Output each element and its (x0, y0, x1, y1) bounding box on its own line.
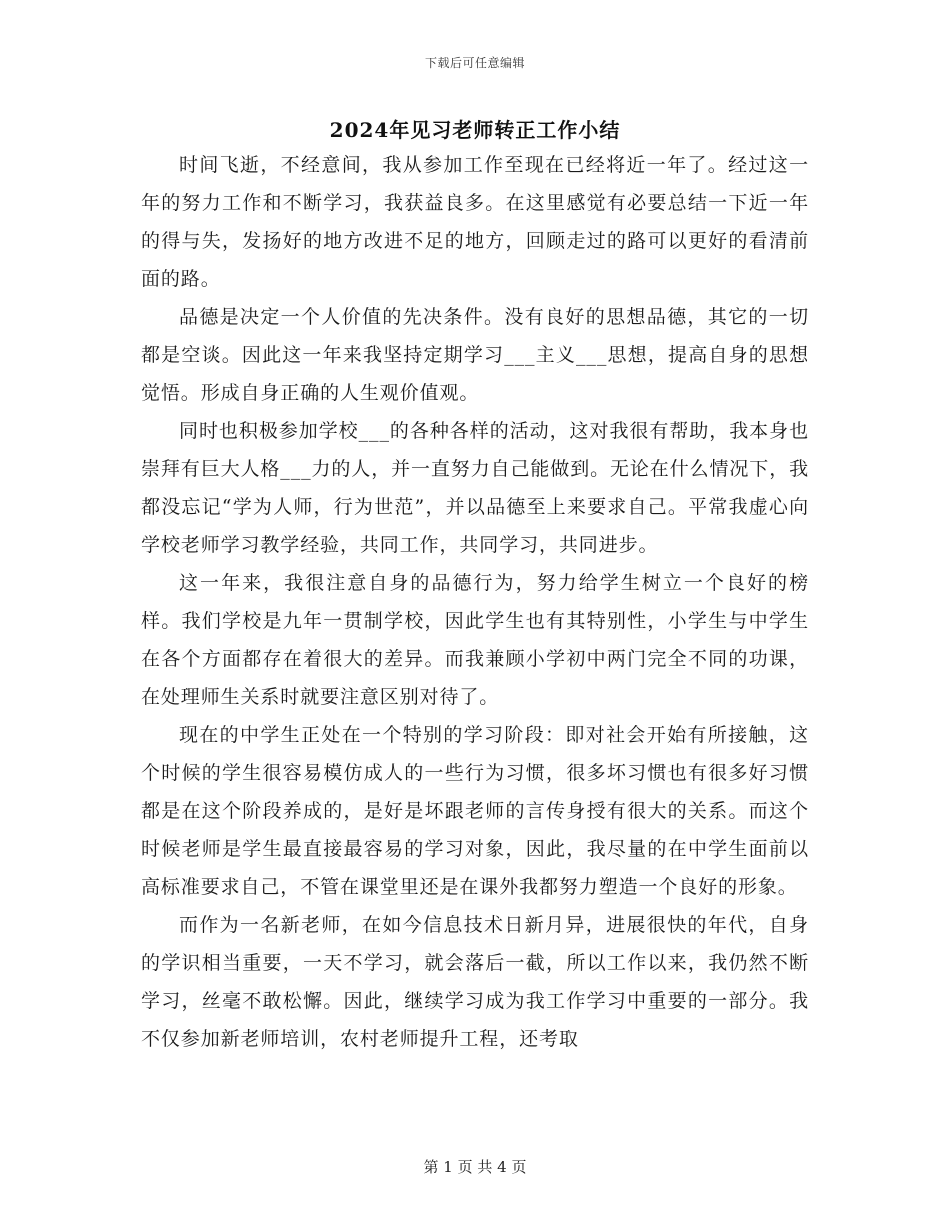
document-body (141, 146, 809, 1058)
page-indicator: 第 1 页 共 4 页 (423, 1158, 527, 1176)
paragraph-3: 同时也积极参加学校___的各种各样的活动，这对我很有帮助，我本身也崇拜有巨大人格___力的人，并一直努力自己能做到。无论在什么情况下，我都没忘记“学为人师，行为世范”，并以品德至上来要求自己。平常我虚心向学校老师学习教学经验，共同工作，共同学习，共同进步。 (141, 420, 810, 556)
header-note: 下载后可任意编辑 (424, 56, 525, 70)
paragraph-6: 而作为一名新老师，在如今信息技术日新月异，进展很快的年代，自身的学识相当重要，一天不学习，就会落后一截，所以工作以来，我仍然不断学习，丝毫不敢松懈。因此，继续学习成为我工作学习中重要的一部分。我不仅参加新老师培训，农村老师提升工程，还考取 (141, 914, 809, 1050)
document-title: 2024年见习老师转正工作小结 (329, 118, 621, 142)
paragraph-4: 这一年来，我很注意自身的品德行为，努力给学生树立一个良好的榜样。我们学校是九年一贯制学校，因此学生也有其特别性，小学生与中学生在各个方面都存在着很大的差异。而我兼顾小学初中两门完全不同的功课，在处理师生关系时就要注意区别对待了。 (141, 572, 809, 708)
paragraph-2: 品德是决定一个人价值的先决条件。没有良好的思想品德，其它的一切都是空谈。因此这一年来我坚持定期学习___主义___思想，提高自身的思想觉悟。形成自身正确的人生观价值观。 (141, 306, 809, 404)
paragraph-5: 现在的中学生正处在一个特别的学习阶段：即对社会开始有所接触，这个时候的学生很容易模仿成人的一些行为习惯，很多坏习惯也有很多好习惯都是在这个阶段养成的，是好是坏跟老师的言传身授有很大的关系。而这个时候老师是学生最直接最容易的学习对象，因此，我尽量的在中学生面前以高标准要求自己，不管在课堂里还是在课外我都努力塑造一个良好的形象。 (141, 724, 809, 898)
paragraph-1: 时间飞逝，不经意间，我从参加工作至现在已经将近一年了。经过这一年的努力工作和不断学习，我获益良多。在这里感觉有必要总结一下近一年的得与失，发扬好的地方改进不足的地方，回顾走过的路可以更好的看清前面的路。 (141, 154, 809, 290)
